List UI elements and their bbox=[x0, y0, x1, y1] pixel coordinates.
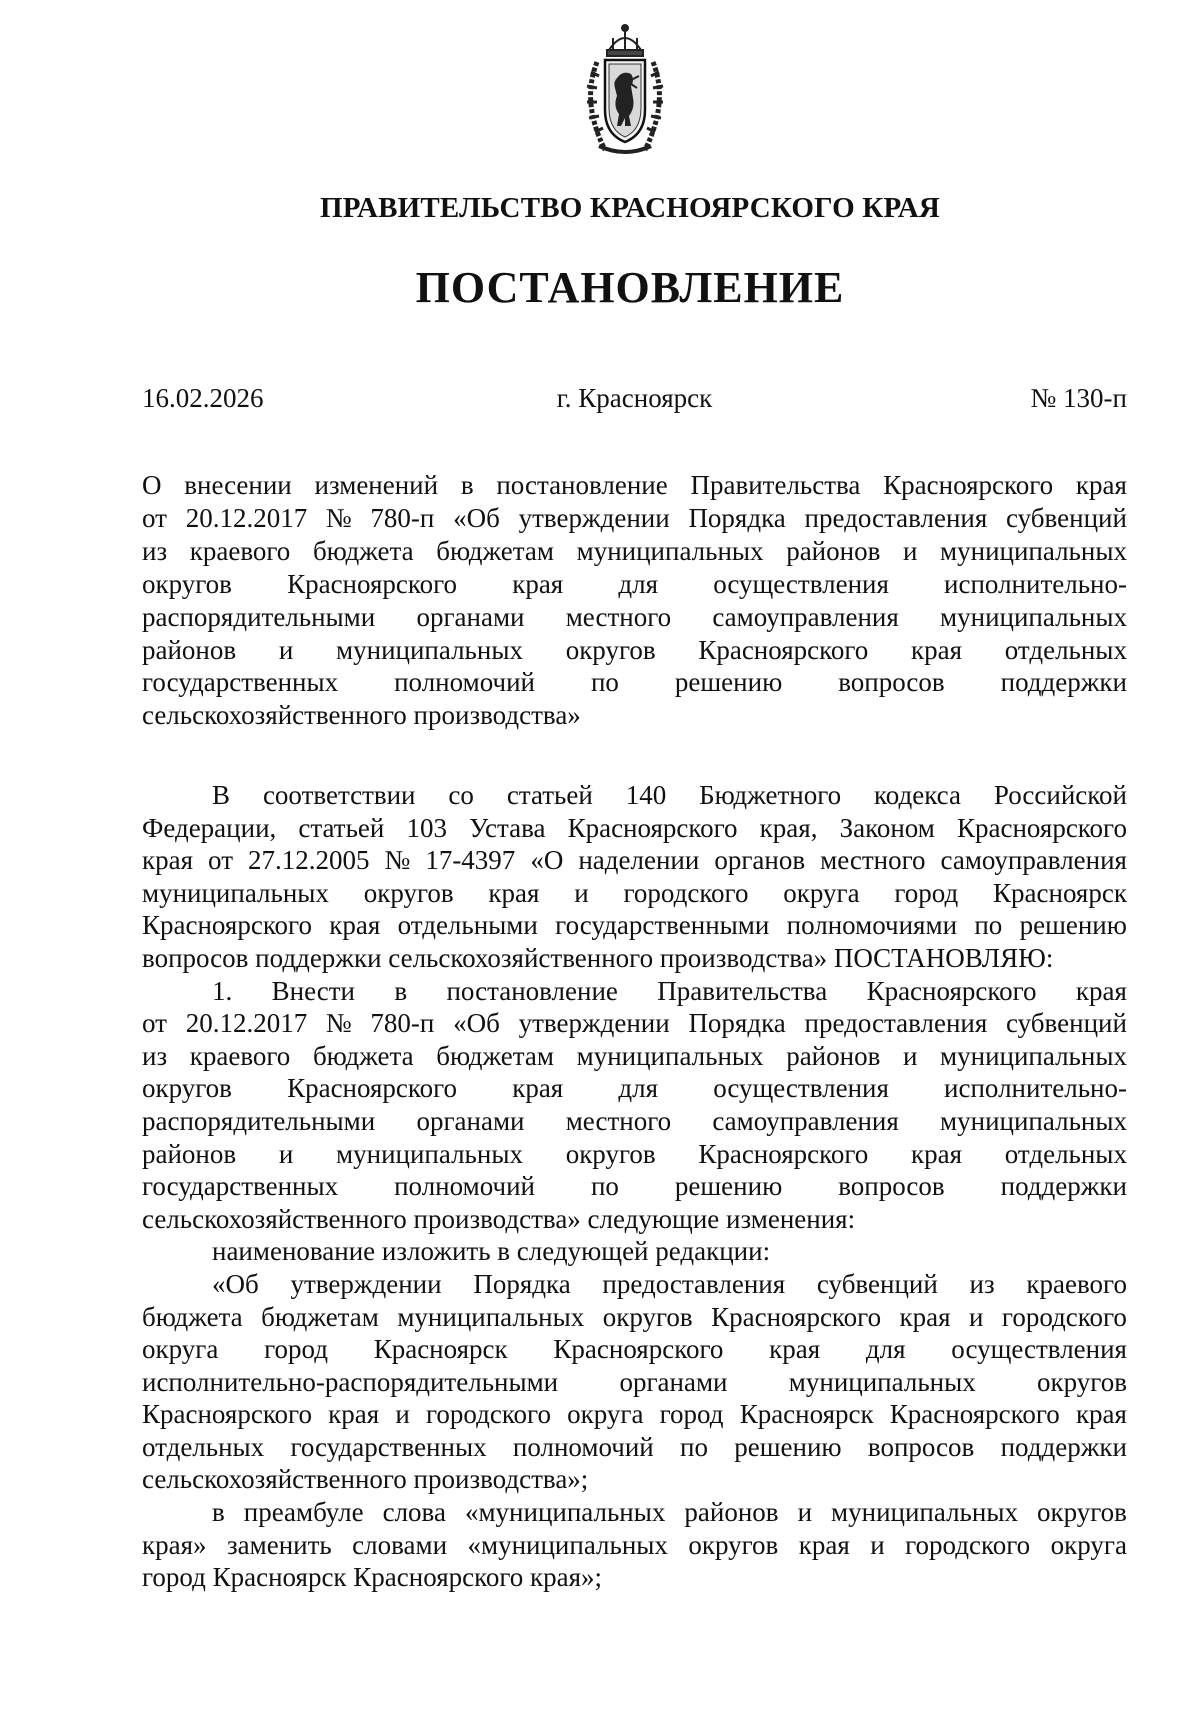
title-line: О внесении изменений в постановление Правительства Красноярского края bbox=[142, 470, 1127, 500]
body-line: отдельных государственных полномочий по решению вопросов поддержки bbox=[142, 1431, 1127, 1462]
document-number: № 130-п bbox=[1030, 383, 1127, 413]
body-line: Красноярского края отдельными государственными полномочиями по решению bbox=[142, 910, 1127, 941]
body-line: края от 27.12.2005 № 17-4397 «О наделении органов местного самоуправления bbox=[142, 845, 1127, 876]
body-line: 1. Внести в постановление Правительства Красноярского края bbox=[212, 975, 1127, 1006]
organization-name: ПРАВИТЕЛЬСТВО КРАСНОЯРСКОГО КРАЯ bbox=[319, 192, 941, 224]
body-line: края» заменить словами «муниципальных округов края и городского округа bbox=[142, 1529, 1127, 1560]
body-line: Федерации, статьей 103 Устава Красноярского края, Законом Красноярского bbox=[142, 812, 1127, 843]
body-line: «Об утверждении Порядка предоставления субвенций из краевого bbox=[212, 1268, 1127, 1299]
body-line: вопросов поддержки сельскохозяйственного производства» ПОСТАНОВЛЯЮ: bbox=[142, 942, 1054, 973]
body-line: наименование изложить в следующей редакции: bbox=[212, 1236, 771, 1267]
body-line: муниципальных округов края и городского округа город Красноярск bbox=[142, 877, 1127, 908]
title-line: государственных полномочий по решению вопросов поддержки bbox=[142, 667, 1127, 698]
title-line: от 20.12.2017 № 780-п «Об утверждении Порядка предоставления субвенций bbox=[142, 502, 1127, 533]
document-type-title: ПОСТАНОВЛЕНИЕ bbox=[415, 263, 845, 312]
body-line: округов Красноярского края для осуществления исполнительно- bbox=[142, 1073, 1127, 1104]
body-line: распорядительными органами местного самоуправления муниципальных bbox=[142, 1105, 1127, 1136]
title-line: сельскохозяйственного производства» bbox=[142, 700, 581, 731]
body-line: сельскохозяйственного производства» следующие изменения: bbox=[142, 1203, 856, 1234]
body-line: В соответствии со статьей 140 Бюджетного кодекса Российской bbox=[212, 780, 1127, 810]
body-line: бюджета бюджетам муниципальных округов Красноярского края и городского bbox=[142, 1301, 1127, 1332]
body-line: исполнительно-распорядительными органами муниципальных округов bbox=[142, 1366, 1127, 1397]
title-line: районов и муниципальных округов Красноярского края отдельных bbox=[142, 634, 1127, 665]
title-line: из краевого бюджета бюджетам муниципальных районов и муниципальных bbox=[142, 535, 1127, 566]
title-line: распорядительными органами местного самоуправления муниципальных bbox=[142, 601, 1127, 632]
body-line: город Красноярск Красноярского края»; bbox=[142, 1562, 603, 1593]
document-date: 16.02.2026 bbox=[142, 383, 264, 413]
krasnoyarsk-coat-of-arms-icon bbox=[575, 22, 675, 162]
body-line: сельскохозяйственного производства»; bbox=[142, 1464, 589, 1495]
body-line: округа город Красноярск Красноярского края для осуществления bbox=[142, 1334, 1127, 1365]
document-body bbox=[142, 779, 1127, 1594]
document-subject-title bbox=[142, 469, 1127, 732]
body-line: в преамбуле слова «муниципальных районов и муниципальных округов bbox=[212, 1497, 1127, 1528]
body-line: из краевого бюджета бюджетам муниципальных районов и муниципальных bbox=[142, 1040, 1127, 1071]
title-line: округов Красноярского края для осуществления исполнительно- bbox=[142, 568, 1127, 599]
body-line: государственных полномочий по решению вопросов поддержки bbox=[142, 1171, 1127, 1202]
body-line: Красноярского края и городского округа город Красноярск Красноярского края bbox=[142, 1399, 1127, 1430]
body-line: от 20.12.2017 № 780-п «Об утверждении Порядка предоставления субвенций bbox=[142, 1008, 1127, 1039]
body-line: районов и муниципальных округов Красноярского края отдельных bbox=[142, 1138, 1127, 1169]
document-city: г. Красноярск bbox=[556, 383, 713, 413]
